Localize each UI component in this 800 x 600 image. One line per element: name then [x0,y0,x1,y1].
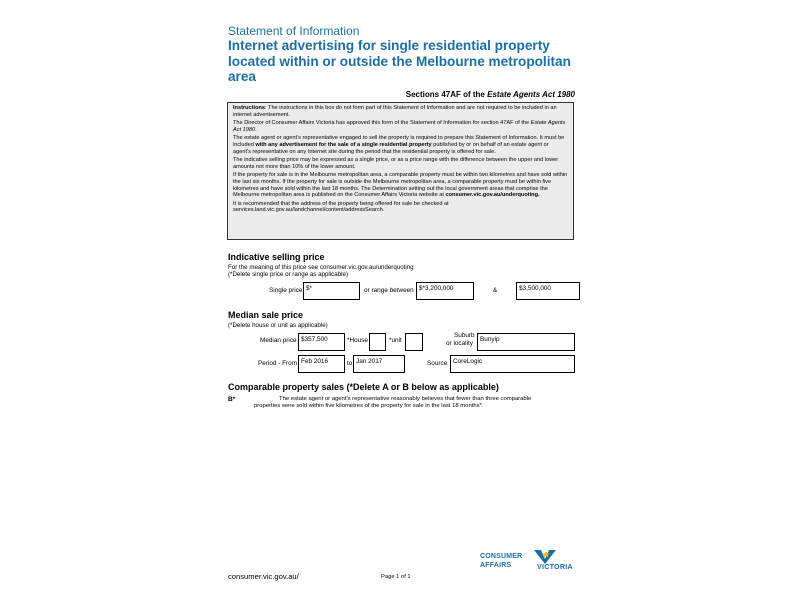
suburb-label-2: or locality [446,340,473,347]
median-heading: Median sale price [228,310,304,320]
instructions-p6: It is recommended that the address of the property being offered for sale be checked at services.land.vic.gov.au/landchannel/content/addressSearch. [233,200,449,214]
logo-victoria-text: VICTORIA [537,562,573,571]
instructions-p4: The indicative selling price may be expressed as a single price, or as a price range with the difference between the upper and lower amounts not more than 10% of the lower amount. [233,157,559,170]
indicative-note-1: For the meaning of this price see consumer.vic.gov.au/underquoting [228,264,414,271]
period-from-label: Period - From [258,360,298,367]
sections-act: Estate Agents Act 1980 [487,90,575,99]
range-ampersand: & [493,287,498,294]
suburb-label-1: Suburb [454,332,475,339]
instructions-p1 [233,105,568,118]
instructions-p3-bold: with any advertisement for the sale of a single residential property [255,141,432,148]
median-price-label: Median price [260,337,297,344]
instructions-p2-end: . [255,126,257,133]
house-label: *House [347,337,368,344]
logo-affairs-text: AFFAIRS [480,562,512,569]
option-b-text-2: properties were sold within five kilometres of the property for sale in the last 18 months*. [254,403,484,409]
period-from-field[interactable]: Feb 2016 [298,355,345,373]
sections-prefix: Sections 47AF of the [405,90,488,99]
instructions-p2 [233,120,568,133]
median-price-field[interactable]: $357,500 [298,333,345,351]
range-low-field[interactable]: $*3,200,000 [416,282,474,300]
single-price-field[interactable]: $* [303,282,360,300]
house-field[interactable] [369,333,386,351]
unit-field[interactable] [405,333,423,351]
single-price-label: Single price [269,287,303,294]
instructions-p3 [233,135,568,155]
range-label: or range between [364,287,414,294]
instructions-label: Instructions [233,105,266,111]
instructions-p5 [233,172,568,198]
indicative-heading: Indicative selling price [228,252,325,262]
instructions-p3-a: The estate agent or agent's representative engaged to sell the property is required to prepare this Statement of Information. It must be included [233,135,565,148]
instructions-p1-text: : The instructions in this box do not form part of this Statement of Information and are not required to be included in an internet advertisement. [233,105,557,118]
option-b-label: B* [228,396,236,403]
footer-url[interactable]: consumer.vic.gov.au/ [228,572,299,581]
sections-reference [406,90,575,99]
range-high-field[interactable]: $3,500,000 [516,282,580,300]
document-label: Statement of Information [228,24,360,38]
page-title: Internet advertising for single residential property located within or outside the Melbourne metropolitan area [228,38,571,84]
suburb-field[interactable]: Bunyip [477,333,575,351]
indicative-note-2: (*Delete single price or range as applicable) [228,271,349,278]
source-field[interactable]: CoreLogic [450,355,575,373]
page-number: Page 1 of 1 [381,574,411,580]
instructions-box [227,102,574,240]
option-b-text-1: The estate agent or agent's representative reasonably believes that fewer than three comparable [279,396,532,402]
median-note: (*Delete house or unit as applicable) [228,322,328,329]
underquoting-link[interactable]: consumer.vic.gov.au/underquoting. [445,192,540,199]
logo-consumer-text: CONSUMER [480,553,523,560]
unit-label: *unit [389,337,402,344]
instructions-p2-act: Estate Agents Act 1980 [233,120,566,133]
instructions-p3-b: published by or on behalf of an estate agent or agent's representative on any Internet site during the period that the residential property is offered for sale. [233,141,549,155]
comparable-heading: Comparable property sales (*Delete A or B below as applicable) [228,382,499,392]
consumer-affairs-victoria-logo [480,550,580,574]
period-to-field[interactable]: Jan 2017 [353,355,405,373]
instructions-p5-a: If the property for sale is in the Melbourne metropolitan area, a comparable property must be within two kilometres and have sold within the last six months. If the property for sale is outside the Melbourne metropolitan area, a comparable property must be within five kilometres and have sold within the last 18 months. The Determination setting out the local government areas that comprise the Melbourne metropolitan area is published on the Consumer Affairs Victoria website at [233,172,568,199]
period-to-label: to [347,360,353,367]
instructions-p2-text: The Director of Consumer Affairs Victoria has approved this form of the Statement of Information for section 47AF of the [233,120,531,127]
source-label: Source [427,360,448,367]
